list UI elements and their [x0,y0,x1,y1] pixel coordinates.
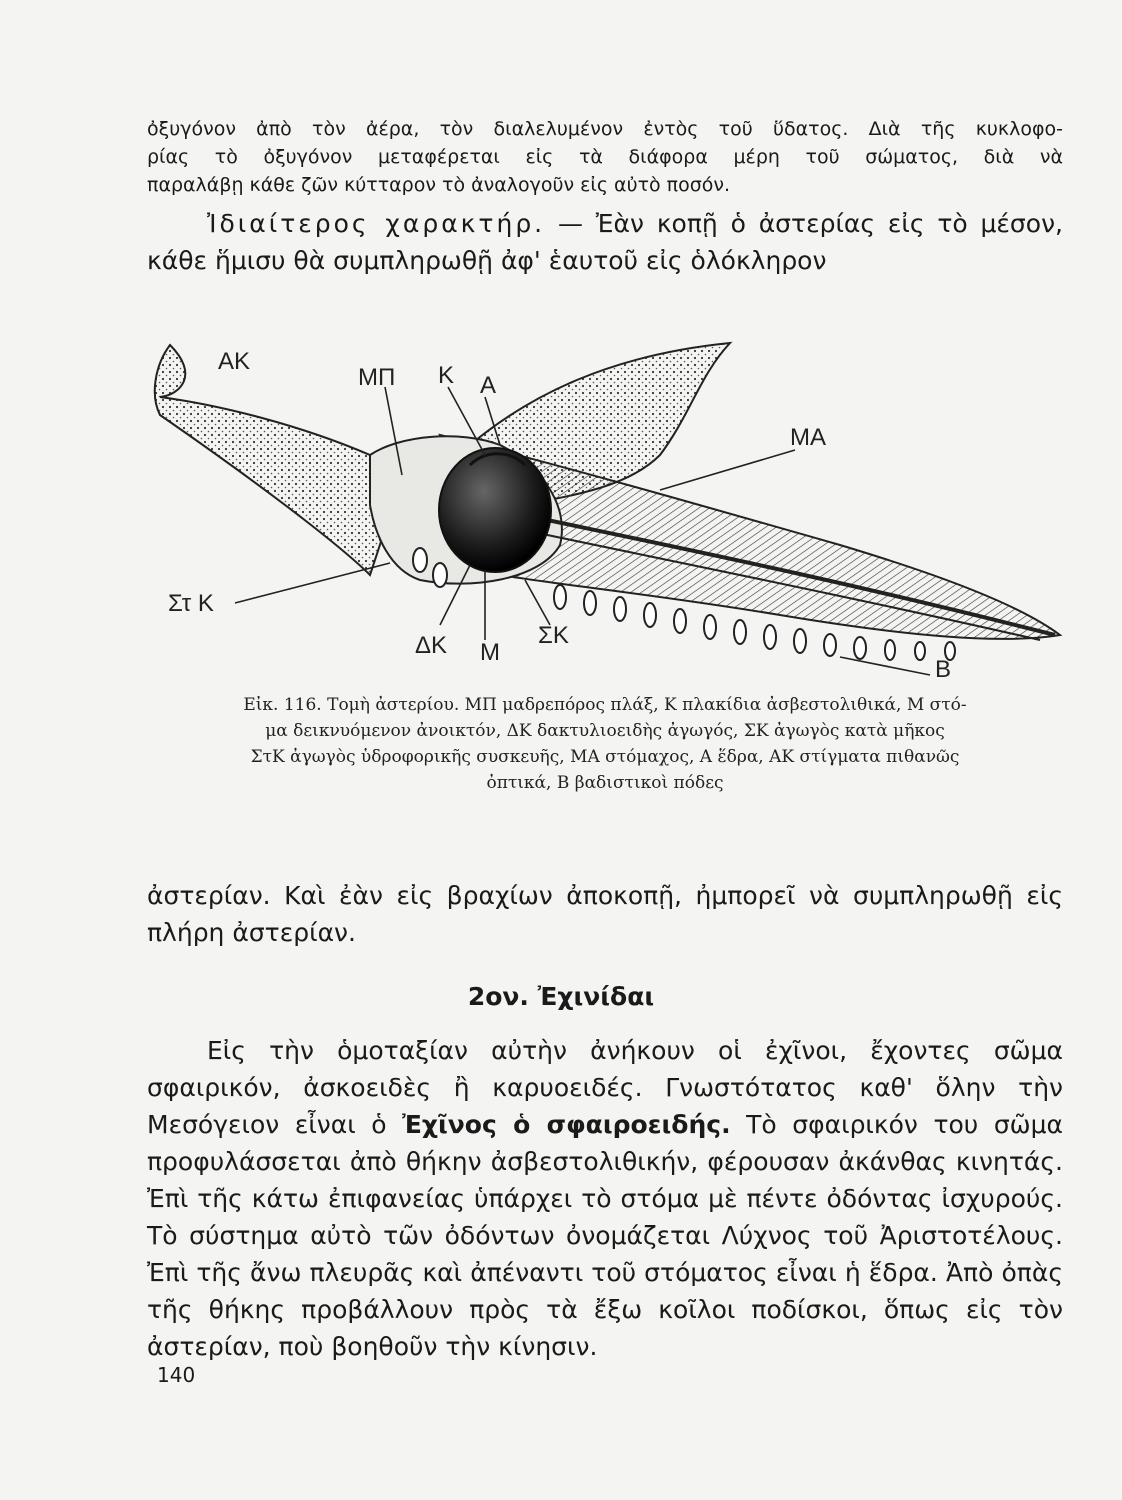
label-ma: ΜΑ [790,424,826,451]
echinoid-text-end: Τὸ σφαιρικόν του σῶμα προφυλάσσεται ἀπὸ θήκην ἀσβεστολιθικήν, φέρουσαν ἀκάνθας κινητάς. Ἐπὶ τῆς κάτω ἐπιφανείας ὑπάρχει τὸ στόμα μὲ πέντε ὀδόντας ἰσχυρούς. Τὸ σύστημα αὐτὸ τῶν ὀδόντων ὀνομάζεται Λύχνος τοῦ Ἀριστοτέλους. Ἐπὶ τῆς ἄνω πλευρᾶς καὶ ἀπέναντι τοῦ στόματος εἶναι ἡ ἕδρα. Ἀπὸ ὀπὰς τῆς θήκης προβάλλουν πρὸς τὰ ἔξω κοῖλοι ποδίσκοι, ὅπως εἰς τὸν ἀστερίαν, ποὺ βοηθοῦν τὴν κίνησιν. [147,1110,1063,1361]
starfish-illustration [140,335,1070,690]
label-mp: ΜΠ [358,364,396,391]
figure-caption [150,692,1060,796]
page-number: 140 [157,1363,196,1387]
intro-line: ὀξυγόνον ἀπὸ τὸν ἀέρα, τὸν διαλελυμένον ἐντὸς τοῦ ὕδατος. Διὰ τῆς κυκλοφο- [147,118,1063,140]
echinoid-paragraph [147,1032,1063,1365]
label-ak: ΑΚ [218,348,251,375]
intro-line: παραλάβῃ κάθε ζῶν κύτταρον τὸ ἀναλογοῦν εἰς αὐτὸ ποσόν. [147,174,731,196]
label-stk: Στ Κ [168,590,214,617]
species-name: Ἐχῖνος ὁ σφαιροειδής. [402,1110,731,1139]
label-k: Κ [438,362,455,389]
label-sk: ΣΚ [538,622,569,649]
intro-paragraph [147,115,1063,199]
stomach [439,448,551,572]
starfish-section-figure [140,335,1070,690]
intro-line: ρίας τὸ ὀξυγόνον μεταφέρεται εἰς τὰ διάφορα μέρη τοῦ σώματος, διὰ νὰ [147,146,1063,168]
caption-line: Εἰκ. 116. Τομὴ ἀστερίου. ΜΠ μαδρεπόρος πλάξ, Κ πλακίδια ἀσβεστολιθικά, Μ στό- [243,695,967,715]
label-a: Α [480,372,497,399]
special-character-paragraph [147,205,1063,279]
caption-line: μα δεικνυόμενον ἀνοικτόν, ΔΚ δακτυλιοειδὴς ἀγωγός, ΣΚ ἀγωγὸς κατὰ μῆκος [265,721,945,741]
caption-line: ὀπτικά, Β βαδιστικοὶ πόδες [486,773,724,793]
echinoid-text-start: Εἰς τὴν ὁμοταξίαν αὐτὴν ἀνήκουν οἱ ἐχῖνοι, ἔχοντες σῶμα σφαιρικόν, ἀσκοειδὲς ἢ καρυοειδές. Γνωστότατος καθ' ὅλην τὴν Μεσόγειον εἶναι ὁ [147,1036,1063,1139]
caption-line: ΣτΚ ἀγωγὸς ὑδροφορικῆς συσκευῆς, ΜΑ στόμαχος, Α ἕδρα, ΑΚ στίγματα πιθανῶς [250,747,960,767]
label-b: Β [935,656,952,683]
label-m: Μ [480,639,500,666]
special-character-title: Ἰδιαίτερος χαρακτήρ. [207,209,546,238]
special-character-text: — Ἐὰν κοπῇ ὁ ἀστερίας εἰς τὸ μέσον, κάθε ἥμισυ θὰ συμπληρωθῇ ἀφ' ἑαυτοῦ εἰς ὁλόκληρον [147,209,1063,275]
continuation-paragraph: ἀστερίαν. Καὶ ἐὰν εἰς βραχίων ἀποκοπῇ, ἠμπορεῖ νὰ συμπληρωθῇ εἰς πλήρη ἀστερίαν. [147,881,1063,947]
label-dk: ΔΚ [415,632,448,659]
section-heading: 2ον. Ἐχινίδαι [467,982,655,1011]
